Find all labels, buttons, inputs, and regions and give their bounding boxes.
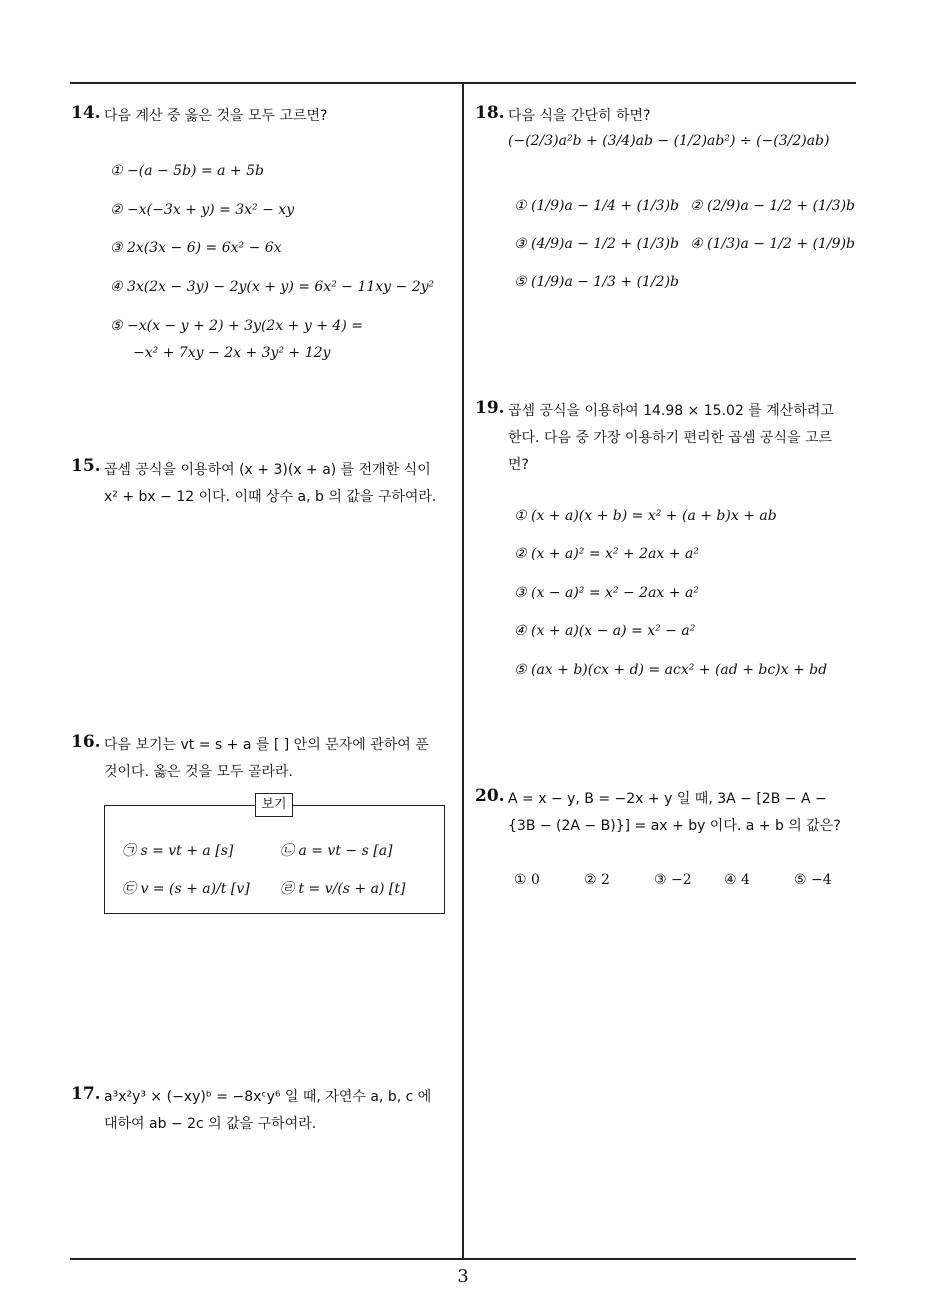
- question-number: 18.: [475, 103, 505, 123]
- question-number: 20.: [475, 786, 505, 806]
- choice-3: ③ −2: [654, 872, 692, 888]
- choice-5: ⑤ −x(x − y + 2) + 3y(2x + y + 4) =: [110, 318, 363, 334]
- choice-4: ④ 4: [724, 872, 750, 888]
- question-number: 19.: [475, 398, 505, 418]
- bogi-item-1: ㉠ s = vt + a [s]: [122, 843, 234, 859]
- column-divider: [462, 82, 464, 1260]
- question-line-1: 곱셈 공식을 이용하여 (x + 3)(x + a) 를 전개한 식이: [104, 462, 431, 478]
- question-number: 17.: [71, 1084, 101, 1104]
- choice-1: ① (1/9)a − 1/4 + (1/3)b: [514, 198, 680, 214]
- choice-5: ⑤ −4: [794, 872, 832, 888]
- question-line-1: A = x − y, B = −2x + y 일 때, 3A − [2B − A −: [508, 791, 827, 807]
- choice-3: ③ 2x(3x − 6) = 6x² − 6x: [110, 240, 282, 256]
- question-line-2: 것이다. 옳은 것을 모두 골라라.: [104, 764, 293, 780]
- question-line-1: 곱셈 공식을 이용하여 14.98 × 15.02 를 계산하려고: [508, 403, 834, 419]
- question-number: 16.: [71, 732, 101, 752]
- choice-1: ① −(a − 5b) = a + 5b: [110, 163, 264, 179]
- question-stem: 다음 계산 중 옳은 것을 모두 고르면?: [104, 108, 328, 124]
- question-line-2: x² + bx − 12 이다. 이때 상수 a, b 의 값을 구하여라.: [104, 489, 437, 505]
- choice-5: ⑤ (ax + b)(cx + d) = acx² + (ad + bc)x + bd: [514, 662, 828, 678]
- choice-3: ③ (4/9)a − 1/2 + (1/3)b: [514, 236, 680, 252]
- choice-4: ④ (x + a)(x − a) = x² − a²: [514, 623, 696, 639]
- question-line-3: 면?: [508, 457, 529, 473]
- choice-1: ① 0: [514, 872, 540, 888]
- question-line-1: a³x²y³ × (−xy)ᵇ = −8xᶜy⁶ 일 때, 자연수 a, b, c 에: [104, 1089, 432, 1105]
- bogi-item-4: ㉣ t = v/(s + a) [t]: [280, 881, 406, 897]
- choice-2: ② (x + a)² = x² + 2ax + a²: [514, 546, 699, 562]
- page-number: 3: [457, 1266, 469, 1287]
- choice-4: ④ (1/3)a − 1/2 + (1/9)b: [690, 236, 856, 252]
- question-line-2: 한다. 다음 중 가장 이용하기 편리한 곱셈 공식을 고르: [508, 430, 833, 446]
- bogi-item-3: ㉢ v = (s + a)/t [v]: [122, 881, 250, 897]
- question-line-2: 대하여 ab − 2c 의 값을 구하여라.: [104, 1116, 317, 1132]
- choice-5-continued: −x² + 7xy − 2x + 3y² + 12y: [133, 345, 331, 361]
- choice-2: ② 2: [584, 872, 610, 888]
- choice-5: ⑤ (1/9)a − 1/3 + (1/2)b: [514, 274, 680, 290]
- expression: (−(2/3)a²b + (3/4)ab − (1/2)ab²) ÷ (−(3/2)ab): [508, 133, 830, 149]
- choice-4: ④ 3x(2x − 3y) − 2y(x + y) = 6x² − 11xy − 2y²: [110, 279, 435, 295]
- choice-2: ② (2/9)a − 1/2 + (1/3)b: [690, 198, 856, 214]
- bogi-item-2: ㉡ a = vt − s [a]: [280, 843, 393, 859]
- bogi-title: 보기: [255, 793, 293, 817]
- question-stem: 다음 식을 간단히 하면?: [508, 108, 651, 124]
- bottom-rule: [70, 1258, 856, 1260]
- choice-3: ③ (x − a)² = x² − 2ax + a²: [514, 585, 699, 601]
- question-number: 14.: [71, 103, 101, 123]
- choice-1: ① (x + a)(x + b) = x² + (a + b)x + ab: [514, 508, 777, 524]
- question-line-2: {3B − (2A − B)}] = ax + by 이다. a + b 의 값은?: [508, 818, 841, 834]
- choice-2: ② −x(−3x + y) = 3x² − xy: [110, 202, 295, 218]
- question-line-1: 다음 보기는 vt = s + a 를 [ ] 안의 문자에 관하여 푼: [104, 737, 429, 753]
- question-number: 15.: [71, 456, 101, 476]
